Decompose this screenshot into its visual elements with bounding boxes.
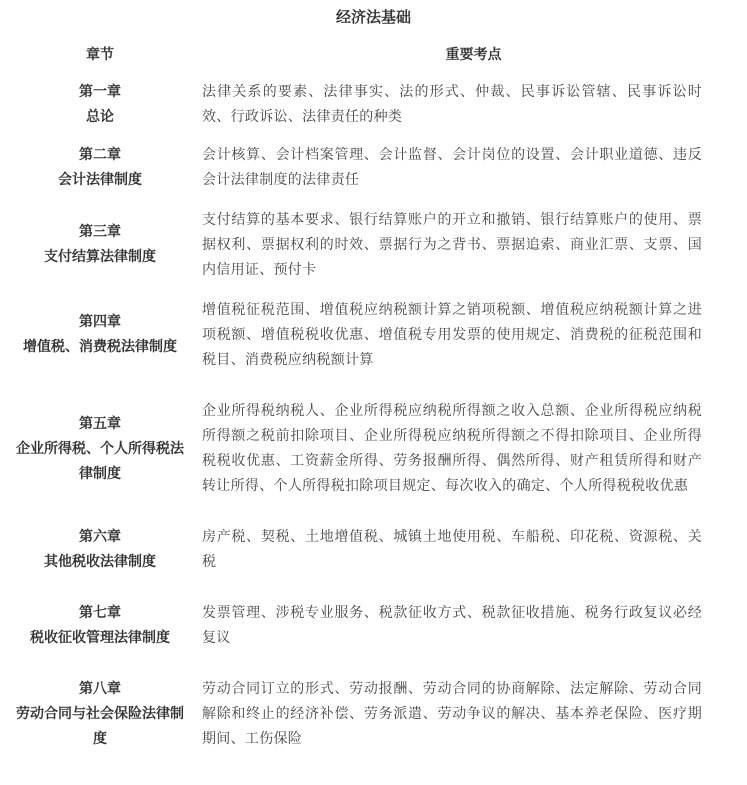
chapter-name: 总论 [86,109,114,125]
chapter-name: 增值税、消费税法律制度 [23,339,177,355]
chapter-name: 会计法律制度 [58,172,142,188]
key-points-cell: 企业所得税纳税人、企业所得税应纳税所得额之收入总额、企业所得税应纳税所得额之税前扣除项目、企业所得税应纳税所得额之不得扣除项目、企业所得税税收优惠、工资薪金所得、劳务报酬所得、偶然所得、财产租赁所得和财产转让所得、个人所得税扣除项目规定、每次收入的确定、个人所得税税收优惠 [202,403,702,494]
column-header-chapter: 章节 [86,47,114,63]
table-row [0,518,747,582]
chapter-name: 企业所得税、个人所得税法律制度 [16,440,184,482]
table-row [0,290,747,380]
chapter-cell [0,582,200,670]
key-points-cell: 支付结算的基本要求、银行结算账户的开立和撤销、银行结算账户的使用、票据权利、票据权利的时效、票据行为之背书、票据追索、商业汇票、支票、国内信用证、预付卡 [202,211,702,278]
key-points-cell: 增值税征税范围、增值税应纳税额计算之销项税额、增值税应纳税额计算之进项税额、增值税税收优惠、增值税专用发票的使用规定、消费税的征税范围和税目、消费税应纳税额计算 [202,301,702,368]
chapter-number: 第二章 [79,147,121,163]
chapter-name: 其他税收法律制度 [44,554,156,570]
chapter-cell [0,74,200,136]
key-points-cell: 劳动合同订立的形式、劳动报酬、劳动合同的协商解除、法定解除、劳动合同解除和终止的经济补偿、劳务派遣、劳动争议的解决、基本养老保险、医疗期期间、工伤保险 [202,680,702,747]
table-header-row [0,34,747,74]
chapter-number: 第五章 [79,415,121,432]
chapter-number: 第四章 [79,314,121,330]
chapter-cell [0,380,200,518]
chapter-cell [0,200,200,290]
chapter-name: 支付结算法律制度 [44,249,156,265]
chapter-number: 第八章 [79,680,121,697]
chapter-cell [0,290,200,380]
table-row [0,136,747,200]
chapter-number: 第六章 [79,529,121,545]
key-points-cell: 法律关系的要素、法律事实、法的形式、仲裁、民事诉讼管辖、民事诉讼时效、行政诉讼、法律责任的种类 [202,84,702,125]
table-row [0,380,747,518]
chapter-name: 税收征收管理法律制度 [30,630,170,646]
page-title: 经济法基础 [335,8,411,26]
chapter-cell [0,136,200,200]
chapter-number: 第一章 [79,84,121,100]
table-row [0,200,747,290]
key-points-cell: 会计核算、会计档案管理、会计监督、会计岗位的设置、会计职业道德、违反会计法律制度的法律责任 [202,147,702,188]
chapter-cell [0,518,200,582]
chapter-name: 劳动合同与社会保险法律制度 [16,705,184,747]
chapter-cell [0,670,200,758]
key-points-cell: 发票管理、涉税专业服务、税款征收方式、税款征收措施、税务行政复议必经复议 [202,605,702,646]
syllabus-table [0,34,747,758]
table-row [0,582,747,670]
table-row [0,670,747,758]
table-row [0,74,747,136]
chapter-number: 第三章 [79,224,121,240]
column-header-points: 重要考点 [445,47,502,63]
chapter-number: 第七章 [79,605,121,621]
key-points-cell: 房产税、契税、土地增值税、城镇土地使用税、车船税、印花税、资源税、关税 [202,529,702,570]
